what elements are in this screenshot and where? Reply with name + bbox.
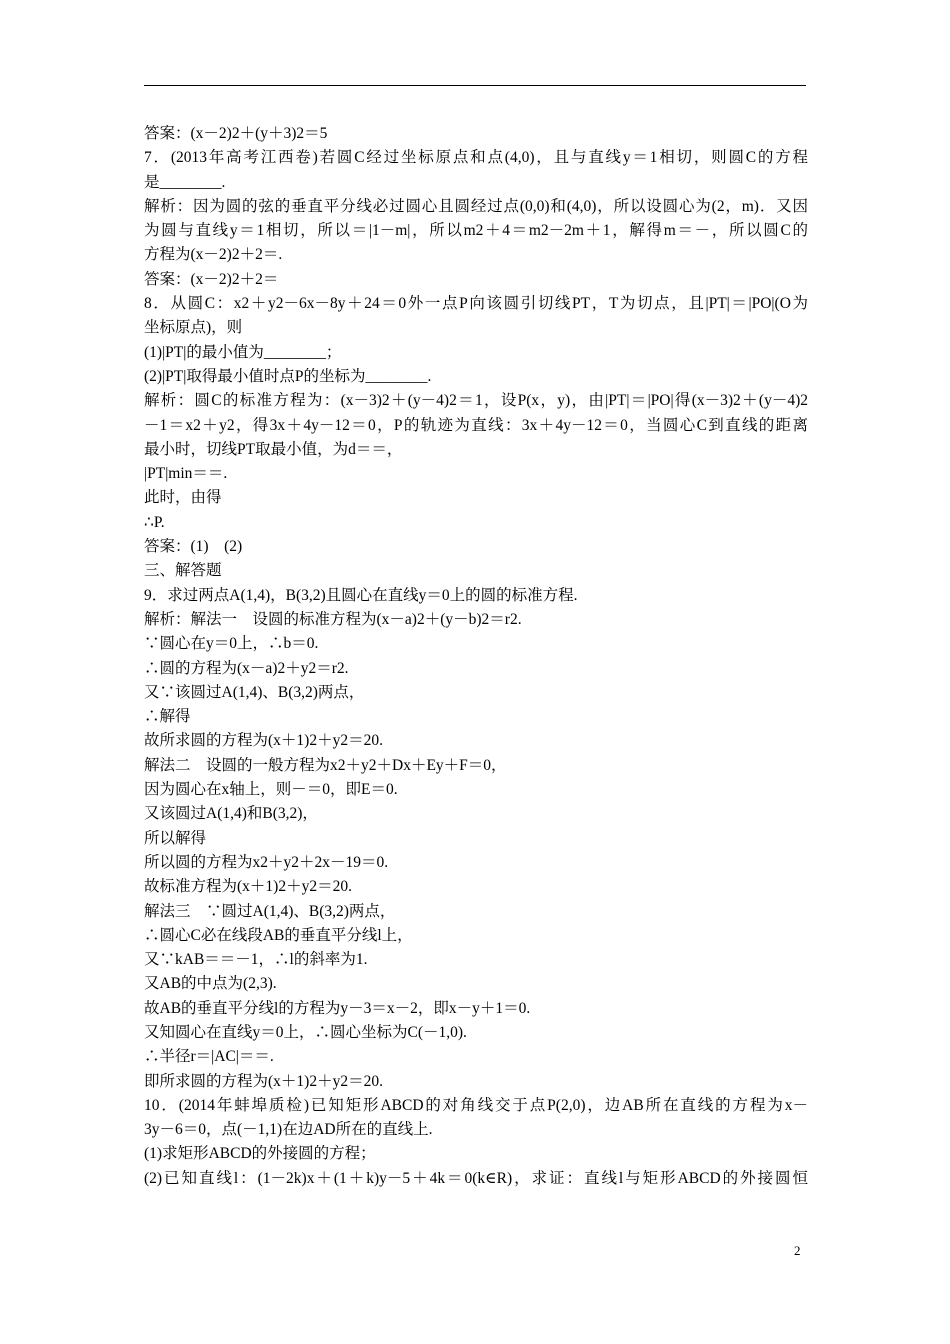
text-line: 答案：(x－2)2＋(y＋3)2＝5 (144, 125, 328, 142)
document-body (144, 122, 808, 1191)
text-line: 最小时，切线PT取最小值，为d＝＝， (144, 440, 403, 458)
text-line: 故AB的垂直平分线l的方程为y－3＝x－2，即x－y＋1＝0. (144, 999, 531, 1017)
text-line: ∴圆的方程为(x－a)2＋y2＝r2. (144, 659, 349, 677)
text-line: 解法三 ∵圆过A(1,4)、B(3,2)两点， (144, 902, 396, 920)
text-line: 解法二 设圆的一般方程为x2＋y2＋Dx＋Ey＋F＝0， (144, 756, 507, 774)
text-line: ∴P. (144, 513, 165, 531)
text-line: 三、解答题 (144, 562, 222, 580)
text-line: 故标准方程为(x＋1)2＋y2＝20. (144, 878, 352, 896)
text-line: ∴圆心C必在线段AB的垂直平分线l上， (144, 926, 413, 944)
text-line: 8．从圆C：x2＋y2－6x－8y＋24＝0外一点P向该圆引切线PT，T为切点，且|PT|＝|PO|(O为 (144, 295, 808, 313)
text-line: 又该圆过A(1,4)和B(3,2)， (144, 805, 318, 823)
text-line: (1)|PT|的最小值为________； (144, 343, 342, 361)
text-line: 答案：(x－2)2＋2＝ (144, 270, 279, 288)
text-line: ∴半径r＝|AC|＝＝. (144, 1048, 274, 1066)
text-line: 又∵kAB＝＝－1，∴l的斜率为1. (144, 951, 368, 969)
text-line: 又知圆心在直线y＝0上，∴圆心坐标为C(－1,0). (144, 1023, 467, 1041)
text-line: 坐标原点)，则 (144, 319, 243, 337)
text-line: 解析：解法一 设圆的标准方程为(x－a)2＋(y－b)2＝r2. (144, 610, 522, 628)
text-line: (2)已知直线l：(1－2k)x＋(1＋k)y－5＋4k＝0(k∈R)，求证：直线l与矩形ABCD的外接圆恒 (144, 1169, 808, 1187)
text-line: 所以解得 (144, 829, 207, 847)
text-line: 又AB的中点为(2,3). (144, 975, 277, 993)
text-line: 解析：因为圆的弦的垂直平分线必过圆心且圆经过点(0,0)和(4,0)，所以设圆心为(2，m)．又因 (144, 197, 808, 215)
text-line: －1＝x2＋y2，得3x＋4y－12＝0，P的轨迹为直线：3x＋4y－12＝0，当圆心C到直线的距离 (144, 416, 808, 434)
text-line: 因为圆心在x轴上，则－＝0，即E＝0. (144, 781, 398, 799)
text-line: 10．(2014年蚌埠质检)已知矩形ABCD的对角线交于点P(2,0)，边AB所在直线的方程为x－ (144, 1096, 808, 1114)
text-line: ∵圆心在y＝0上，∴b＝0. (144, 635, 319, 653)
text-line: ∴解得 (144, 708, 191, 726)
header-rule (144, 85, 806, 86)
text-line: 又∵该圆过A(1,4)、B(3,2)两点， (144, 683, 365, 701)
text-line: 此时，由得 (144, 489, 222, 507)
text-line: (2)|PT|取得最小值时点P的坐标为________. (144, 367, 432, 385)
page-number: 2 (794, 1243, 801, 1258)
text-line: 7．(2013年高考江西卷)若圆C经过坐标原点和点(4,0)，且与直线y＝1相切，则圆C的方程 (144, 149, 808, 167)
text-line: 所以圆的方程为x2＋y2＋2x－19＝0. (144, 853, 389, 871)
text-line: 解析：圆C的标准方程为：(x－3)2＋(y－4)2＝1，设P(x，y)，由|PT|＝|PO|得(x－3)2＋(y－4)2 (144, 392, 808, 410)
text-line: 3y－6＝0，点(－1,1)在边AD所在的直线上. (144, 1121, 433, 1139)
text-line: 方程为(x－2)2＋2＝. (144, 246, 283, 264)
text-line: 答案：(1) (2) (144, 538, 243, 556)
text-line: 是________. (144, 173, 226, 191)
text-line: (1)求矩形ABCD的外接圆的方程； (144, 1145, 376, 1163)
text-line: 9．求过两点A(1,4)，B(3,2)且圆心在直线y＝0上的圆的标准方程. (144, 586, 578, 604)
text-line: |PT|min＝＝. (144, 465, 228, 483)
text-line: 故所求圆的方程为(x＋1)2＋y2＝20. (144, 732, 383, 750)
text-line: 即所求圆的方程为(x＋1)2＋y2＝20. (144, 1072, 383, 1090)
text-line: 为圆与直线y＝1相切，所以＝|1－m|，所以m2＋4＝m2－2m＋1，解得m＝－，所以圆C的 (144, 222, 808, 240)
